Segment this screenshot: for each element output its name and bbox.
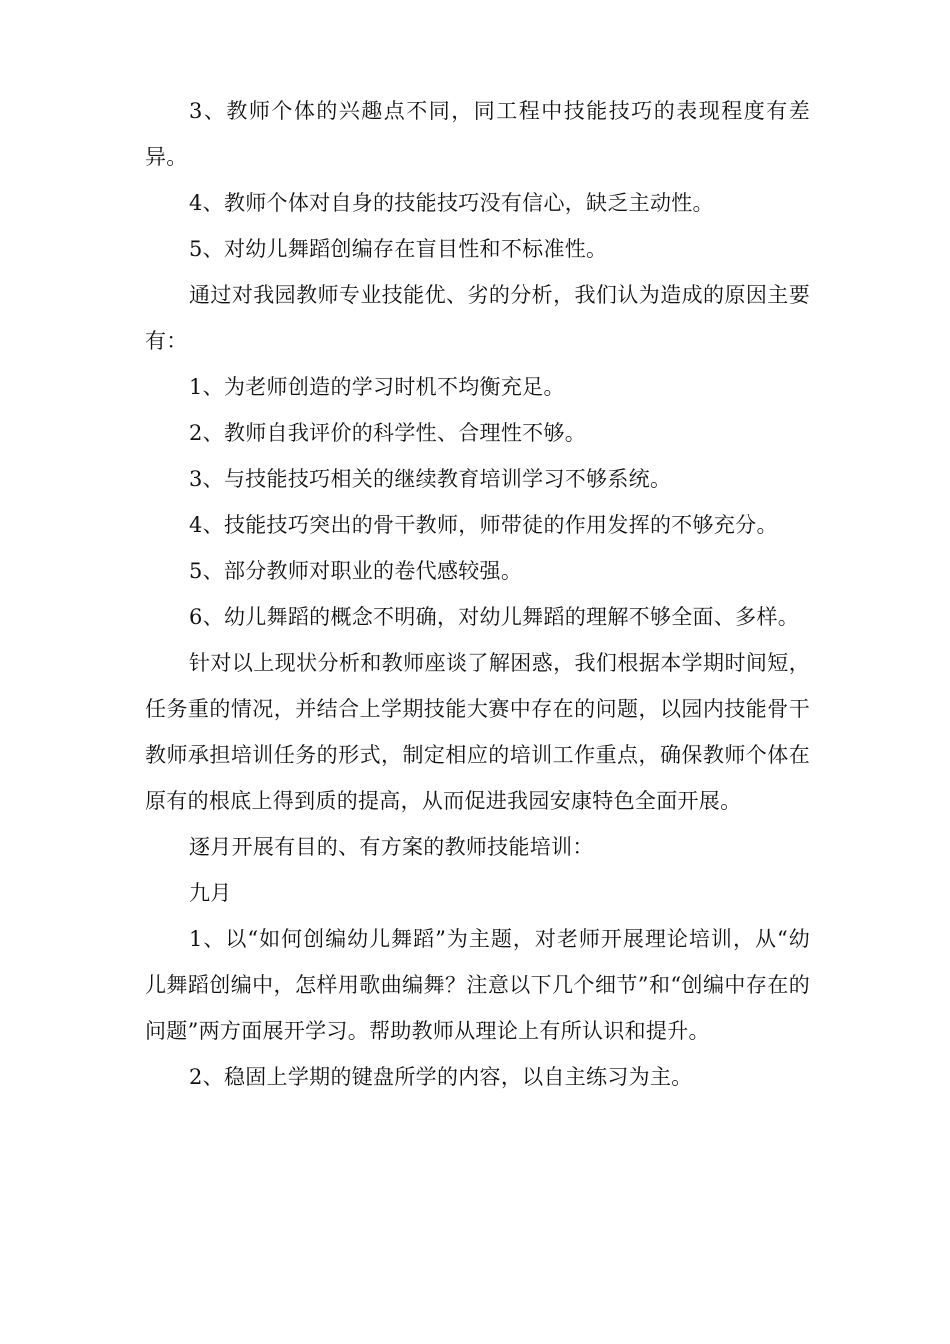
paragraph-cause-5: 5、部分教师对职业的卷代感较强。 (189, 559, 523, 583)
paragraph-item-5-dance: 5、对幼儿舞蹈创编存在盲目性和不标准性。 (189, 237, 608, 261)
paragraph-september-2: 2、稳固上学期的键盘所学的内容，以自主练习为主。 (189, 1065, 693, 1089)
paragraph-september-1: 1、以“如何创编幼儿舞蹈”为主题，对老师开展理论培训，从“幼儿舞蹈创编中，怎样用歌曲编舞？注意以下几个细节”和“创编中存在的问题”两方面展开学习。帮助教师从理论上有所认识和提升。 (145, 927, 810, 1043)
paragraph-cause-1: 1、为老师创造的学习时机不均衡充足。 (189, 375, 565, 399)
paragraph-item-3-interest: 3、教师个体的兴趣点不同，同工程中技能技巧的表现程度有差异。 (145, 99, 810, 169)
paragraph-cause-6: 6、幼儿舞蹈的概念不明确，对幼儿舞蹈的理解不够全面、多样。 (189, 605, 800, 629)
paragraph-monthly-training: 逐月开展有目的、有方案的教师技能培训： (189, 835, 594, 859)
paragraph-cause-3: 3、与技能技巧相关的继续教育培训学习不够系统。 (189, 467, 672, 491)
paragraph-month-heading: 九月 (189, 881, 232, 905)
paragraph-analysis-intro: 通过对我园教师专业技能优、劣的分析，我们认为造成的原因主要有： (145, 283, 810, 353)
document-body (145, 88, 810, 1100)
paragraph-plan-summary: 针对以上现状分析和教师座谈了解困惑，我们根据本学期时间短，任务重的情况，并结合上学期技能大赛中存在的问题，以园内技能骨干教师承担培训任务的形式，制定相应的培训工作重点，确保教师个体在原有的根底上得到质的提高，从而促进我园安康特色全面开展。 (145, 651, 810, 813)
paragraph-cause-4: 4、技能技巧突出的骨干教师，师带徒的作用发挥的不够充分。 (189, 513, 778, 537)
paragraph-item-4-confidence: 4、教师个体对自身的技能技巧没有信心，缺乏主动性。 (189, 191, 714, 215)
paragraph-cause-2: 2、教师自我评价的科学性、合理性不够。 (189, 421, 587, 445)
